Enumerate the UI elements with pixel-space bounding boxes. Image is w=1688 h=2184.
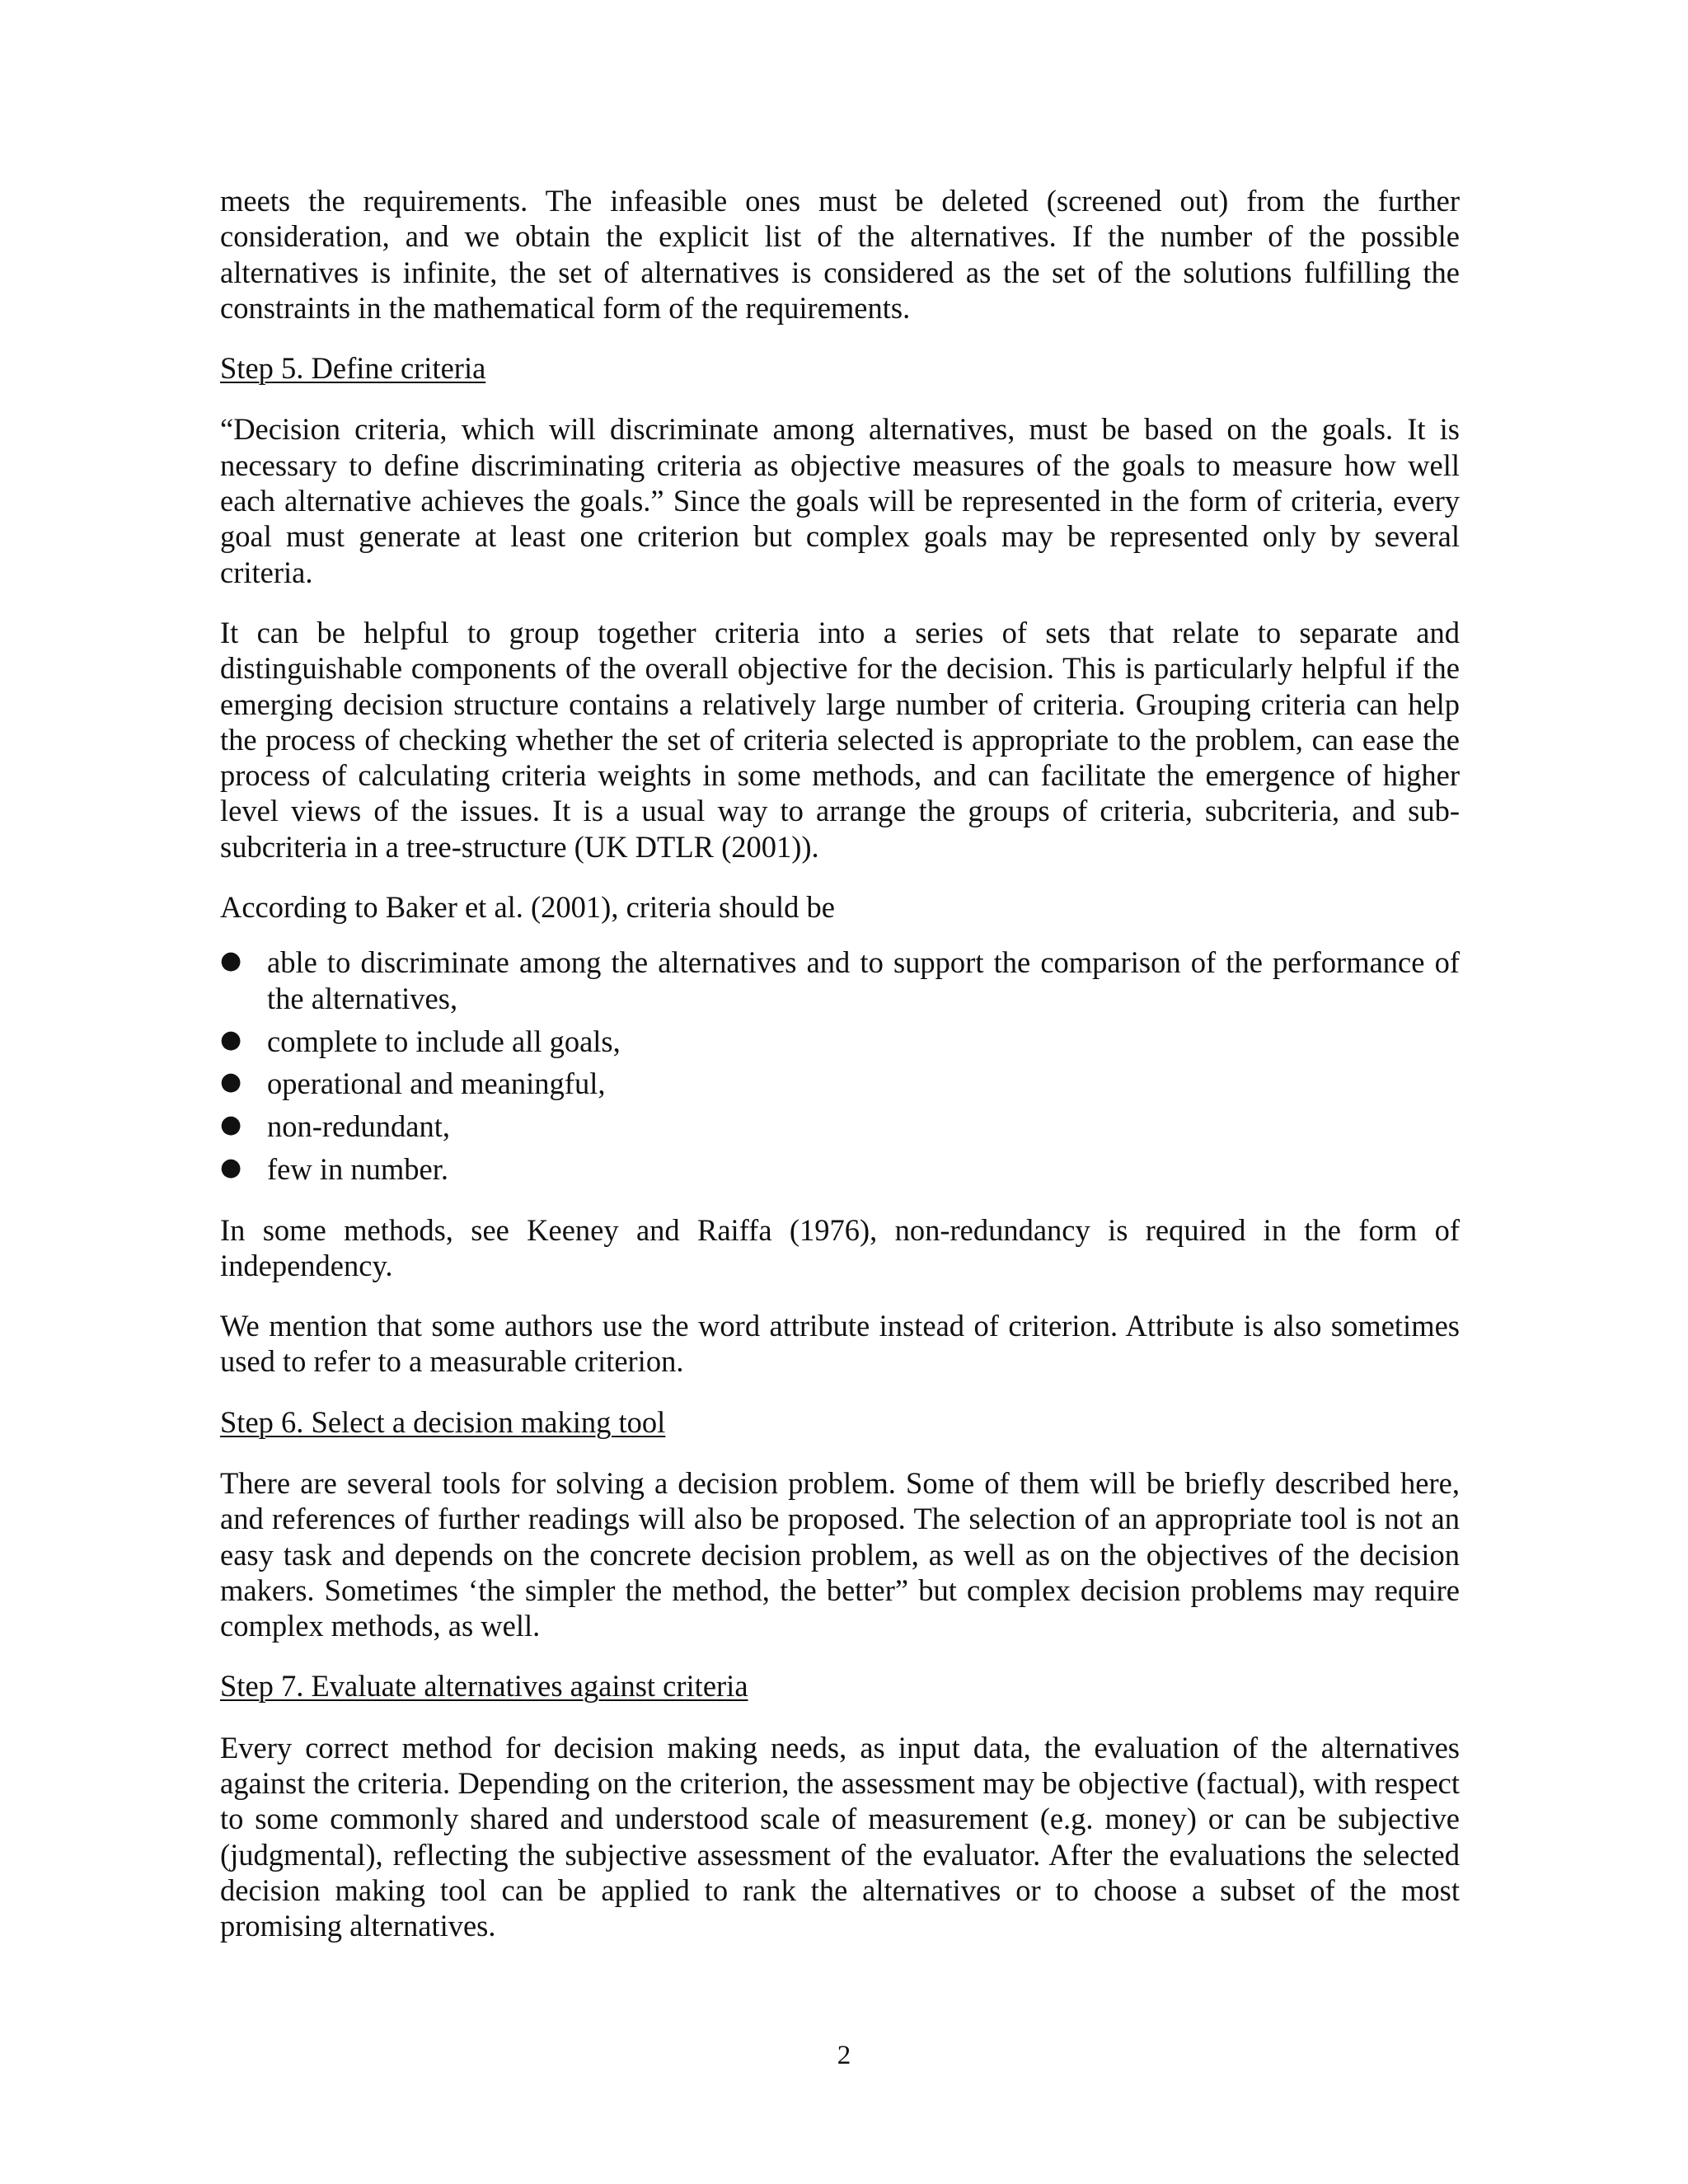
list-item xyxy=(220,1024,1460,1059)
list-item-text: non-redundant, xyxy=(267,1109,450,1144)
step-5-heading xyxy=(220,350,1460,386)
paragraph-evaluation: Every correct method for decision making needs, as input data, the evaluation of the alternatives against the criteria. Depending on the criterion, the assessment may be objective (factual), with respect to some commonly shared and understood scale of measurement (e.g. money) or can be subjective (judgmental), reflecting the subjective assessment of the evaluator. After the evaluations the selected decision making tool can be applied to rank the alternatives or to choose a subset of the most promising alternatives. xyxy=(220,1730,1460,1943)
bullet-icon: ● xyxy=(220,946,242,976)
paragraph-baker-intro: According to Baker et al. (2001), criteria should be xyxy=(220,890,835,925)
step-5-heading-text: Step 5. Define criteria xyxy=(220,351,486,386)
list-item xyxy=(220,944,1460,1016)
step-6-heading xyxy=(220,1404,1460,1440)
paragraph-grouping-criteria: It can be helpful to group together criteria into a series of sets that relate to separate and distinguishable components of the overall objective for the decision. This is particularly helpful if the emerging decision structure contains a relatively large number of criteria. Grouping criteria can help the process of checking whether the set of criteria selected is appropriate to the problem, can ease the process of calculating criteria weights in some methods, and can facilitate the emergence of higher level views of the issues. It is a usual way to arrange the groups of criteria, subcriteria, and sub-subcriteria in a tree-structure (UK DTLR (2001)). xyxy=(220,615,1460,864)
list-item xyxy=(220,1151,1460,1187)
paragraph-attribute: We mention that some authors use the word attribute instead of criterion. Attribute is also sometimes used to refer to a measurable criterion. xyxy=(220,1309,1460,1379)
paragraph-decision-tools: There are several tools for solving a decision problem. Some of them will be briefly described here, and references of further readings will also be proposed. The selection of an appropriate tool is not an easy task and depends on the concrete decision problem, as well as on the objectives of the decision makers. Sometimes ‘the simpler the method, the better” but complex decision problems may require complex methods, as well. xyxy=(220,1465,1460,1643)
paragraph-non-redundancy: In some methods, see Keeney and Raiffa (1976), non-redundancy is required in the form of independency. xyxy=(220,1212,1460,1282)
list-item xyxy=(220,1066,1460,1101)
list-item-text: able to discriminate among the alternatives and to support the comparison of the performance of the alternatives, xyxy=(267,945,1460,1015)
list-item-text: operational and meaningful, xyxy=(267,1066,606,1101)
bullet-icon: ● xyxy=(220,1110,242,1140)
step-7-heading-text: Step 7. Evaluate alternatives against criteria xyxy=(220,1669,748,1704)
page-number: 2 xyxy=(837,2041,851,2070)
step-6-heading-text: Step 6. Select a decision making tool xyxy=(220,1404,666,1439)
bullet-icon: ● xyxy=(220,1024,242,1054)
bullet-icon: ● xyxy=(220,1067,242,1097)
bullet-icon: ● xyxy=(220,1153,242,1183)
paragraph-decision-criteria: “Decision criteria, which will discriminate among alternatives, must be based on the goals. It is necessary to define discriminating criteria as objective measures of the goals to measure how well each alternative achieves the goals.” Since the goals will be represented in the form of criteria, every goal must generate at least one criterion but complex goals may be represented only by several criteria. xyxy=(220,412,1460,589)
list-item-text: complete to include all goals, xyxy=(267,1024,621,1058)
step-7-heading xyxy=(220,1668,1460,1704)
criteria-list xyxy=(220,944,1460,1187)
paragraph-requirements: meets the requirements. The infeasible ones must be deleted (screened out) from the further consideration, and we obtain the explicit list of the alternatives. If the number of the possible alternatives is infinite, the set of alternatives is considered as the set of the solutions fulfilling the constraints in the mathematical form of the requirements. xyxy=(220,184,1460,325)
list-item xyxy=(220,1108,1460,1144)
page-body xyxy=(220,183,1460,1969)
list-item-text: few in number. xyxy=(267,1152,448,1187)
